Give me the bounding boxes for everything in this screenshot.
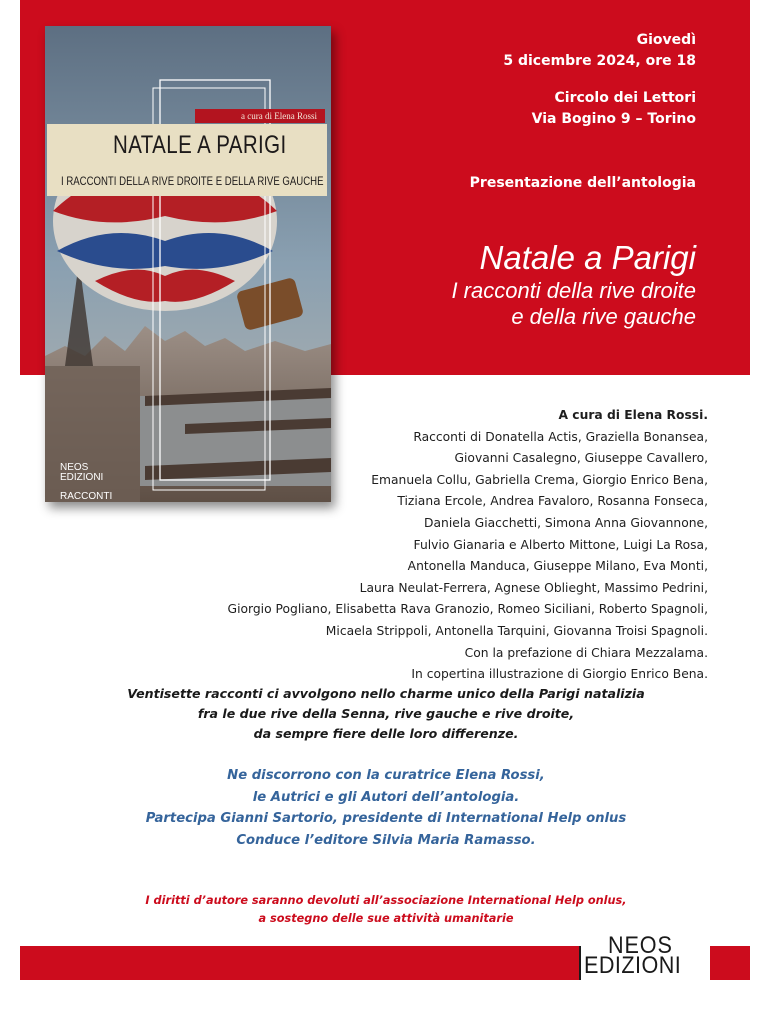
logo-line1: NEOS bbox=[608, 932, 673, 959]
event-venue: Circolo dei Lettori bbox=[554, 90, 696, 106]
description-line: da sempre fiere delle loro differenze. bbox=[253, 726, 519, 741]
description-line: fra le due rive della Senna, rive gauche e rive droite, bbox=[197, 706, 575, 721]
discussion bbox=[0, 765, 772, 851]
cover-publisher-line2: EDIZIONI bbox=[60, 472, 104, 483]
credits-line: Daniela Giacchetti, Simona Anna Giovannone, bbox=[424, 515, 708, 530]
credits-line: Giovanni Casalegno, Giuseppe Cavallero, bbox=[454, 451, 708, 466]
credits-line: Fulvio Gianaria e Alberto Mittone, Luigi La Rosa, bbox=[413, 537, 708, 552]
rights-notice bbox=[0, 892, 772, 928]
discussion-line: Conduce l’editore Silvia Maria Ramasso. bbox=[236, 832, 536, 848]
event-title: Natale a Parigi bbox=[479, 239, 696, 276]
cover-editor-label: a cura di Elena Rossi bbox=[195, 109, 325, 123]
cover-publisher-line1: NEOS bbox=[60, 462, 89, 473]
credits-line: Giorgio Pogliano, Elisabetta Rava Granozio, Romeo Siciliani, Roberto Spagnoli, bbox=[227, 602, 708, 617]
event-title-block bbox=[451, 238, 696, 330]
credits-line: Micaela Strippoli, Antonella Tarquini, Giovanna Troisi Spagnoli. bbox=[325, 623, 708, 638]
logo-line2: EDIZIONI bbox=[584, 952, 682, 979]
cover-title: NATALE A PARIGI bbox=[113, 131, 287, 159]
discussion-line: le Autrici e gli Autori dell’antologia. bbox=[252, 789, 520, 805]
discussion-line: Ne discorrono con la curatrice Elena Rossi, bbox=[227, 768, 545, 783]
credits bbox=[228, 405, 708, 686]
credits-line: In copertina illustrazione di Giorgio Enrico Bena. bbox=[411, 667, 708, 682]
event-date-time: 5 dicembre 2024, ore 18 bbox=[503, 53, 696, 69]
event-subtitle-line2: e della rive gauche bbox=[511, 304, 696, 329]
rights-line: I diritti d’autore saranno devoluti all’associazione International Help onlus, bbox=[145, 894, 627, 907]
cover-subtitle: I RACCONTI DELLA RIVE DROITE E DELLA RIVE GAUCHE bbox=[61, 174, 324, 188]
credits-line: Antonella Manduca, Giuseppe Milano, Eva Monti, bbox=[407, 559, 708, 574]
credits-line: Racconti di Donatella Actis, Graziella Bonansea, bbox=[413, 429, 708, 444]
description bbox=[0, 684, 772, 744]
event-address: Via Bogino 9 – Torino bbox=[531, 111, 696, 127]
event-day: Giovedì bbox=[636, 32, 696, 48]
credits-line: Laura Neulat-Ferrera, Agnese Oblieght, Massimo Pedrini, bbox=[359, 580, 708, 595]
event-info bbox=[503, 30, 696, 130]
cover-publisher bbox=[60, 463, 103, 483]
cover-collection: RACCONTI bbox=[60, 491, 113, 502]
presentation-label: Presentazione dell’antologia bbox=[469, 175, 696, 191]
description-line: Ventisette racconti ci avvolgono nello charme unico della Parigi natalizia bbox=[127, 686, 645, 701]
discussion-line: Partecipa Gianni Sartorio, presidente di International Help onlus bbox=[145, 811, 627, 826]
logo-divider bbox=[579, 946, 581, 980]
credits-line: Tiziana Ercole, Andrea Favaloro, Rosanna Fonseca, bbox=[397, 494, 708, 509]
credits-line: Con la prefazione di Chiara Mezzalama. bbox=[464, 645, 708, 660]
rights-line: a sostegno delle sue attività umanitarie bbox=[258, 912, 514, 925]
credits-line: Emanuela Collu, Gabriella Crema, Giorgio Enrico Bena, bbox=[371, 472, 708, 487]
credits-heading: A cura di Elena Rossi. bbox=[558, 408, 708, 422]
event-subtitle-line1: I racconti della rive droite bbox=[451, 278, 696, 303]
